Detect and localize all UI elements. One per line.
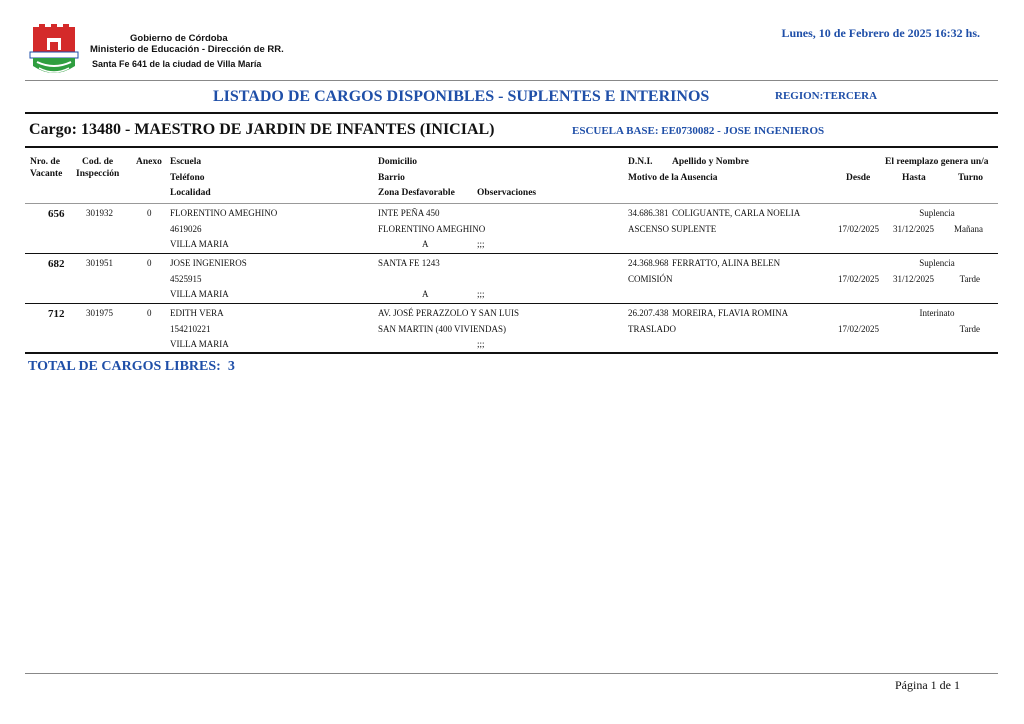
- region-label: REGION:TERCERA: [775, 90, 878, 102]
- dni-value: 24.368.968: [628, 258, 669, 268]
- domicilio-value: AV. JOSÉ PERAZZOLO Y SAN LUIS: [378, 308, 520, 318]
- header-divider: [25, 80, 998, 81]
- vacante-number: 712: [48, 308, 65, 320]
- report-datetime: Lunes, 10 de Febrero de 2025 16:32 hs.: [781, 26, 980, 40]
- desde-value: 17/02/2025: [838, 224, 880, 234]
- barrio-value: FLORENTINO AMEGHINO: [378, 224, 486, 234]
- localidad-value: VILLA MARIA: [170, 239, 229, 249]
- cargo-divider: [25, 146, 998, 148]
- telefono-value: 4525915: [170, 274, 202, 284]
- anexo-value: 0: [147, 258, 152, 268]
- col-hasta: Hasta: [902, 173, 926, 183]
- header-rows-divider: [25, 203, 998, 204]
- total-cargos: TOTAL DE CARGOS LIBRES: 3: [28, 359, 235, 374]
- zona-value: A: [422, 239, 429, 249]
- col-dni: D.N.I.: [628, 157, 653, 167]
- telefono-value: 4619026: [170, 224, 202, 234]
- col-apellido: Apellido y Nombre: [672, 157, 749, 167]
- turno-value: Tarde: [959, 274, 980, 284]
- domicilio-value: INTE PEÑA 450: [378, 208, 440, 218]
- nombre-value: MOREIRA, FLAVIA ROMINA: [672, 308, 789, 318]
- col-desde: Desde: [846, 173, 871, 183]
- escuela-name: FLORENTINO AMEGHINO: [170, 208, 278, 218]
- localidad-value: VILLA MARIA: [170, 289, 229, 299]
- zona-value: A: [422, 289, 429, 299]
- escuela-name: JOSE INGENIEROS: [170, 258, 247, 268]
- table-bottom-divider: [25, 352, 998, 354]
- motivo-value: TRASLADO: [628, 324, 677, 334]
- anexo-value: 0: [147, 308, 152, 318]
- col-telefono: Teléfono: [170, 173, 205, 183]
- desde-value: 17/02/2025: [838, 324, 880, 334]
- col-turno: Turno: [958, 173, 983, 183]
- turno-value: Tarde: [959, 324, 980, 334]
- col-cod-1: Cod. de: [82, 157, 114, 167]
- observaciones-value: ;;;: [477, 239, 485, 249]
- col-barrio: Barrio: [378, 173, 405, 183]
- page-number: Página 1 de 1: [895, 678, 960, 692]
- title-divider: [25, 112, 998, 114]
- domicilio-value: SANTA FE 1243: [378, 258, 440, 268]
- tipo-value: Interinato: [919, 308, 955, 318]
- motivo-value: ASCENSO SUPLENTE: [628, 224, 717, 234]
- tipo-value: Suplencia: [919, 258, 955, 268]
- desde-value: 17/02/2025: [838, 274, 880, 284]
- cargo-heading: Cargo: 13480 - MAESTRO DE JARDIN DE INFANTES (INICIAL): [29, 121, 495, 138]
- inspeccion-code: 301932: [86, 208, 113, 218]
- address-line: Santa Fe 641 de la ciudad de Villa María: [92, 59, 262, 69]
- col-reemplazo: El reemplazo genera un/a: [885, 157, 989, 167]
- col-localidad: Localidad: [170, 188, 211, 198]
- escuela-name: EDITH VERA: [170, 308, 224, 318]
- localidad-value: VILLA MARIA: [170, 339, 229, 349]
- col-nro-1: Nro. de: [30, 157, 60, 167]
- page-title: LISTADO DE CARGOS DISPONIBLES - SUPLENTES E INTERINOS: [213, 88, 710, 105]
- inspeccion-code: 301975: [86, 308, 113, 318]
- col-observaciones: Observaciones: [477, 188, 537, 198]
- col-domicilio: Domicilio: [378, 157, 418, 167]
- motivo-value: COMISIÓN: [628, 274, 673, 284]
- hasta-value: 31/12/2025: [893, 224, 935, 234]
- col-escuela: Escuela: [170, 157, 202, 167]
- telefono-value: 154210221: [170, 324, 211, 334]
- col-nro-2: Vacante: [30, 169, 63, 179]
- row-divider: [25, 253, 998, 254]
- anexo-value: 0: [147, 208, 152, 218]
- ministry-line: Ministerio de Educación - Dirección de RR.: [90, 44, 284, 55]
- nombre-value: FERRATTO, ALINA BELEN: [672, 258, 781, 268]
- footer-divider: [25, 673, 998, 674]
- observaciones-value: ;;;: [477, 289, 485, 299]
- tipo-value: Suplencia: [919, 208, 955, 218]
- col-zona: Zona Desfavorable: [378, 188, 455, 198]
- inspeccion-code: 301951: [86, 258, 113, 268]
- turno-value: Mañana: [954, 224, 983, 234]
- cordoba-logo: [27, 24, 81, 78]
- barrio-value: SAN MARTIN (400 VIVIENDAS): [378, 324, 507, 334]
- col-motivo: Motivo de la Ausencia: [628, 173, 718, 183]
- dni-value: 34.686.381: [628, 208, 669, 218]
- vacante-number: 656: [48, 208, 65, 220]
- nombre-value: COLIGUANTE, CARLA NOELIA: [672, 208, 801, 218]
- observaciones-value: ;;;: [477, 339, 485, 349]
- hasta-value: 31/12/2025: [893, 274, 935, 284]
- col-cod-2: Inspección: [76, 169, 120, 179]
- dni-value: 26.207.438: [628, 308, 669, 318]
- row-divider: [25, 303, 998, 304]
- col-anexo: Anexo: [136, 157, 162, 167]
- escuela-base: ESCUELA BASE: EE0730082 - JOSE INGENIEROS: [572, 125, 825, 137]
- vacante-number: 682: [48, 258, 65, 270]
- gov-line: Gobierno de Córdoba: [130, 33, 228, 44]
